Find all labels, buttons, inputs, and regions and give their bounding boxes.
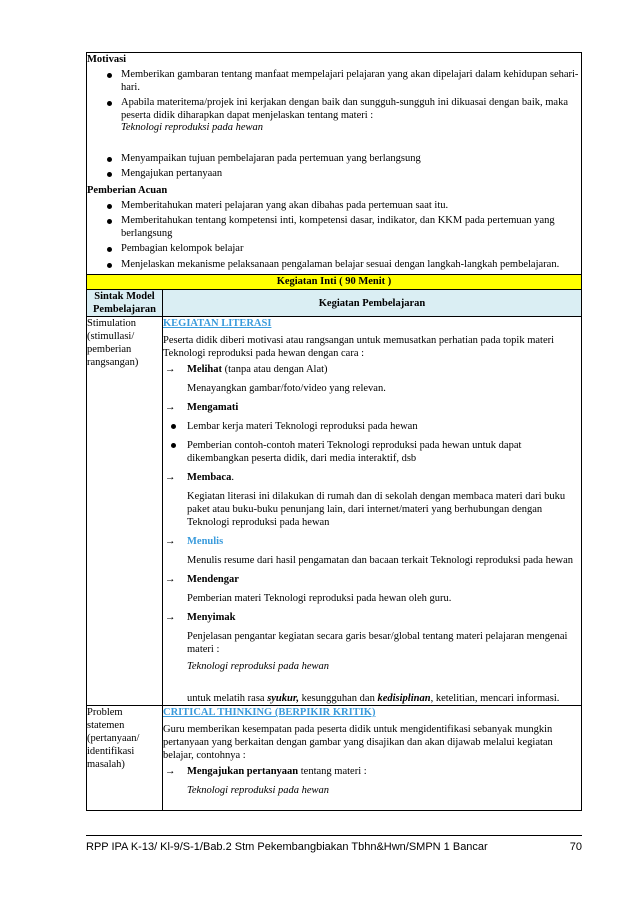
menyimak-materi: Teknologi reproduksi pada hewan [187,661,330,672]
stimulation-intro: Peserta didik diberi motivasi atau rangsangan untuk memusatkan perhatian pada topik materi Teknologi reproduksi pada hewan dengan cara : [163,335,555,359]
bullet-icon [107,219,112,224]
bullet-icon [107,204,112,209]
list-item: Memberikan gambaran tentang manfaat mempelajari pelajaran yang akan dipelajari dalam kehidupan sehari-hari. [87,69,581,94]
list-item: Pembagian kelompok belajar [87,243,581,256]
motivasi-list-2 [87,153,581,181]
kegiatan-inti-header: Kegiatan Inti ( 90 Menit ) [87,275,582,290]
melihat-step: → Melihat (tanpa atau dengan Alat) [165,364,328,375]
bullet-icon [171,443,176,448]
bullet-icon [107,172,112,177]
problem-label: Problem statemen (pertanyaan/ identifikasi masalah) [87,706,163,811]
mendengar-desc: Pemberian materi Teknologi reproduksi pada hewan oleh guru. [187,593,452,604]
sintak-header: Sintak Model Pembelajaran [87,290,163,317]
ask-step: → Mengajukan pertanyaan tentang materi : [165,766,367,777]
stimulation-closing: untuk melatih rasa syukur, kesungguhan dan kedisiplinan, ketelitian, mencari informasi. [187,693,560,704]
list-item: Apabila materitema/projek ini kerjakan dengan baik dan sungguh-sungguh ini dikuasai dengan baik, maka peserta didik diharapkan dapat menjelaskan tentang materi : Teknologi reproduksi pada hewan [87,97,581,135]
bullet-icon [107,263,112,268]
arrow-right-icon: → [165,402,176,413]
bullet-icon [171,424,176,429]
page-number: 70 [569,841,582,853]
membaca-desc: Kegiatan literasi ini dilakukan di rumah dan di sekolah dengan membaca materi dari buku paket atau buku-buku penunjang lain, dari internet/materi yang berhubungan dengan Teknologi reproduksi pada hewan [187,491,566,528]
lesson-plan-table [86,52,582,811]
arrow-right-icon: → [165,574,176,585]
mendengar-step: → Mendengar [165,574,239,585]
membaca-step: → Membaca. [165,472,234,483]
bullet-icon [107,101,112,106]
list-item: Pemberian contoh-contoh materi Teknologi reproduksi pada hewan untuk dapat dikembangkan peserta didik, dari media interaktif, dsb [163,439,581,465]
footer-text: RPP IPA K-13/ Kl-9/S-1/Bab.2 Stm Pekembangbiakan Tbhn&Hwn/SMPN 1 Bancar [86,841,488,853]
literasi-heading: KEGIATAN LITERASI [163,318,272,329]
menulis-desc: Menulis resume dari hasil pengamatan dan bacaan terkait Teknologi reproduksi pada hewan [187,555,573,566]
list-item: Memberitahukan tentang kompetensi inti, kompetensi dasar, indikator, dan KKM pada pertemuan yang berlangsung [87,215,581,240]
motivasi-title: Motivasi [87,54,127,65]
critical-thinking-heading: CRITICAL THINKING (BERPIKIR KRITIK) [163,707,376,718]
kegiatan-header: Kegiatan Pembelajaran [163,290,582,317]
arrow-right-icon: → [165,612,176,623]
list-item: Mengajukan pertanyaan [87,168,581,181]
mengamati-step: → Mengamati [165,402,239,413]
acuan-list [87,200,581,272]
melihat-desc: Menayangkan gambar/foto/video yang relevan. [187,383,386,394]
problem-intro: Guru memberikan kesempatan pada peserta didik untuk mengidentifikasi sebanyak mungkin pertanyaan yang berkaitan dengan gambar yang disajikan dan akan dijawab melalui kegiatan belajar, contohnya : [163,724,553,761]
materi-text: Teknologi reproduksi pada hewan [121,122,264,133]
acuan-title: Pemberian Acuan [87,184,168,196]
bullet-icon [107,247,112,252]
arrow-right-icon: → [165,766,176,777]
problem-content [163,706,582,811]
document-page [86,52,582,811]
menulis-step: → Menulis [165,536,224,547]
list-item: Memberitahukan materi pelajaran yang akan dibahas pada pertemuan saat itu. [87,200,581,213]
stimulation-label: Stimulation (stimullasi/ pemberian rangsangan) [87,317,163,706]
problem-materi: Teknologi reproduksi pada hewan [187,785,330,796]
motivasi-list [87,69,581,135]
menyimak-desc: Penjelasan pengantar kegiatan secara garis besar/global tentang materi pelajaran mengenai materi : [187,631,568,655]
menyimak-step: → Menyimak [165,612,236,623]
arrow-right-icon: → [165,472,176,483]
page-footer [86,835,582,853]
list-item: Lembar kerja materi Teknologi reproduksi pada hewan [163,420,581,433]
stimulation-content [163,317,582,706]
bullet-icon [107,157,112,162]
opening-activities-cell [87,53,582,275]
list-item: Menyampaikan tujuan pembelajaran pada pertemuan yang berlangsung [87,153,581,166]
arrow-right-icon: → [165,364,176,375]
bullet-icon [107,73,112,78]
list-item: Menjelaskan mekanisme pelaksanaan pengalaman belajar sesuai dengan langkah-langkah pembelajaran. [87,259,581,272]
arrow-right-icon: → [165,536,176,547]
